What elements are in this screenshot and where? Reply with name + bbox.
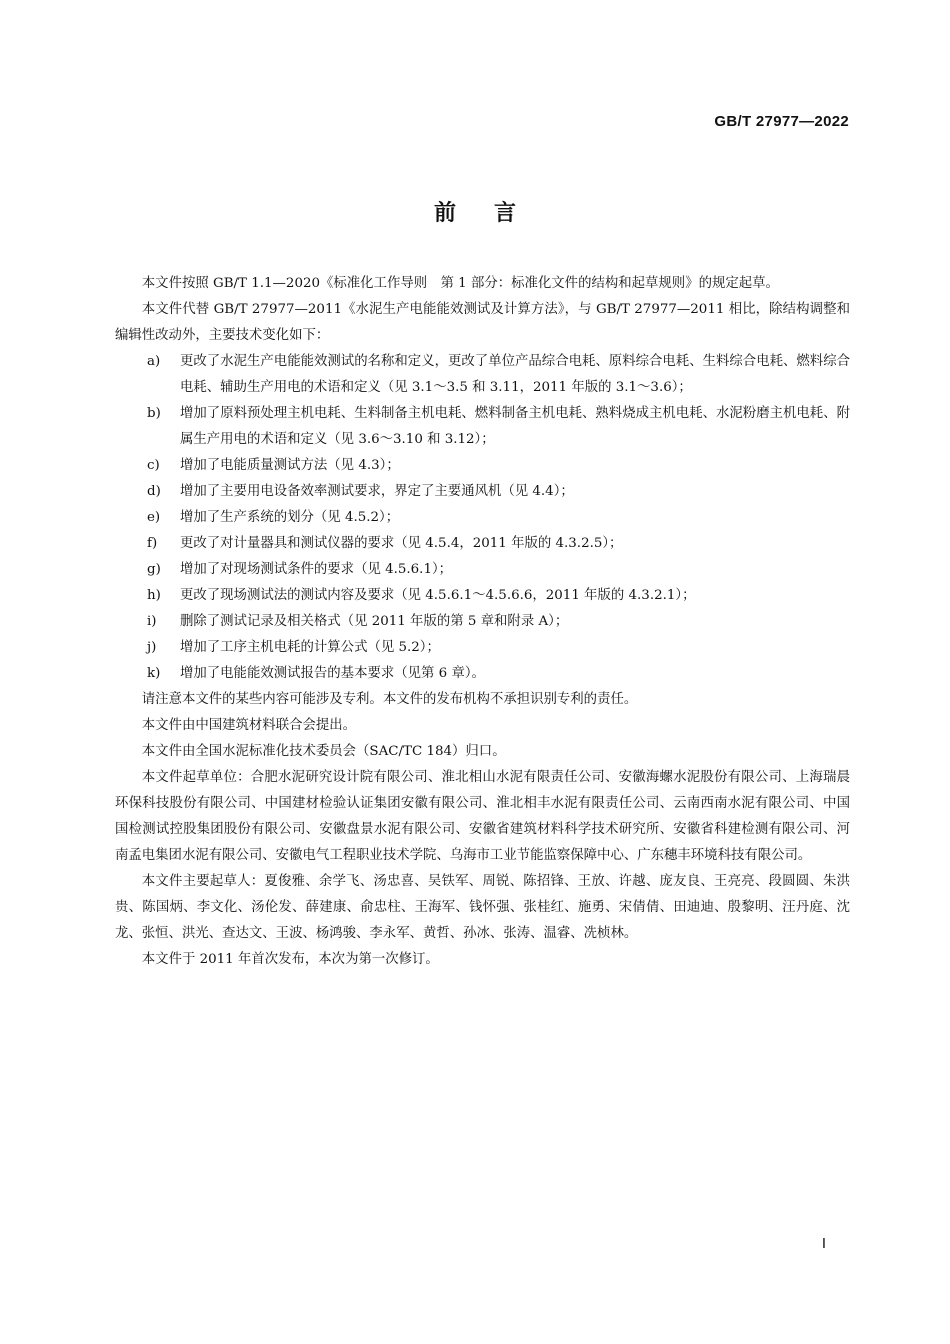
list-item: [115, 661, 850, 687]
list-marker: c): [147, 458, 160, 473]
list-item-text: 删除了测试记录及相关格式（见 2011 年版的第 5 章和附录 A）；: [180, 614, 569, 629]
committee-statement: 本文件由全国水泥标准化技术委员会（SAC/TC 184）归口。: [141, 744, 506, 759]
list-item: [115, 583, 850, 609]
list-item-text: 增加了电能能效测试报告的基本要求（见第 6 章）。: [180, 666, 485, 681]
page-title: 前言: [433, 201, 554, 226]
list-marker: d): [147, 484, 161, 499]
list-item: [115, 505, 850, 531]
list-item-text: 更改了水泥生产电能能效测试的名称和定义，更改了单位产品综合电耗、原料综合电耗、生料综合电耗、燃料综合电耗、辅助生产用电的术语和定义（见 3.1～3.5 和 3.11，2011 年版的 3.1～3.6）；: [180, 354, 850, 395]
list-item-text: 增加了原料预处理主机电耗、生料制备主机电耗、燃料制备主机电耗、熟料烧成主机电耗、水泥粉磨主机电耗、附属生产用电的术语和定义（见 3.6～3.10 和 3.12）；: [180, 406, 850, 447]
list-item: [115, 349, 850, 401]
proposer-statement: 本文件由中国建筑材料联合会提出。: [141, 718, 357, 733]
list-item-text: 增加了生产系统的划分（见 4.5.2）；: [180, 510, 400, 525]
list-item: [115, 557, 850, 583]
list-item-text: 更改了现场测试法的测试内容及要求（见 4.5.6.1～4.5.6.6，2011 年版的 4.3.2.1）；: [180, 588, 696, 603]
list-item: [115, 635, 850, 661]
page-number: Ⅰ: [821, 1237, 826, 1252]
drafters: 本文件主要起草人：夏俊雅、余学飞、汤忠喜、吴铁军、周锐、陈招锋、王放、许越、庞友良、王亮亮、段圆圆、朱洪贵、陈国炳、李文化、汤伦发、薛建康、俞忠柱、王海军、钱怀强、张桂红、施勇、宋倩倩、田迪迪、殷黎明、汪丹庭、沈龙、张恒、洪光、查达文、王波、杨鸿骏、李永军、黄哲、孙冰、张涛、温睿、冼桢林。: [115, 874, 850, 941]
changes-list: [115, 349, 850, 687]
list-item: [115, 531, 850, 557]
list-item: [115, 401, 850, 453]
list-marker: a): [147, 354, 161, 369]
list-item-text: 更改了对计量器具和测试仪器的要求（见 4.5.4，2011 年版的 4.3.2.5）；: [180, 536, 623, 551]
revision-history: 本文件于 2011 年首次发布，本次为第一次修订。: [141, 952, 439, 967]
drafting-units: 本文件起草单位：合肥水泥研究设计院有限公司、淮北相山水泥有限责任公司、安徽海螺水泥股份有限公司、上海瑞晨环保科技股份有限公司、中国建材检验认证集团安徽有限公司、淮北相丰水泥有限责任公司、云南西南水泥有限公司、中国国检测试控股集团股份有限公司、安徽盘景水泥有限公司、安徽省建筑材料科学技术研究所、安徽省科建检测有限公司、河南孟电集团水泥有限公司、安徽电气工程职业技术学院、乌海市工业节能监察保障中心、广东穗丰环境科技有限公司。: [115, 770, 850, 863]
list-item: [115, 453, 850, 479]
list-marker: b): [147, 406, 161, 421]
list-item-text: 增加了电能质量测试方法（见 4.3）；: [180, 458, 400, 473]
list-marker: g): [147, 562, 161, 577]
list-item: [115, 479, 850, 505]
list-marker: e): [147, 510, 161, 525]
list-marker: j): [147, 640, 157, 655]
list-item-text: 增加了工序主机电耗的计算公式（见 5.2）；: [180, 640, 440, 655]
list-marker: h): [147, 588, 161, 603]
list-marker: f): [147, 536, 158, 551]
list-marker: k): [147, 666, 161, 681]
list-item: [115, 609, 850, 635]
patent-notice: 请注意本文件的某些内容可能涉及专利。本文件的发布机构不承担识别专利的责任。: [141, 692, 638, 707]
list-item-text: 增加了对现场测试条件的要求（见 4.5.6.1）；: [180, 562, 453, 577]
list-marker: i): [147, 614, 157, 629]
intro-paragraph: 本文件代替 GB/T 27977—2011《水泥生产电能能效测试及计算方法》，与 GB/T 27977—2011 相比，除结构调整和编辑性改动外，主要技术变化如下：: [115, 302, 850, 343]
standard-code: GB/T 27977—2022: [714, 113, 849, 130]
intro-paragraph: 本文件按照 GB/T 1.1—2020《标准化工作导则 第 1 部分：标准化文件的结构和起草规则》的规定起草。: [141, 276, 779, 291]
document-body: [115, 271, 850, 973]
list-item-text: 增加了主要用电设备效率测试要求，界定了主要通风机（见 4.4）；: [180, 484, 574, 499]
